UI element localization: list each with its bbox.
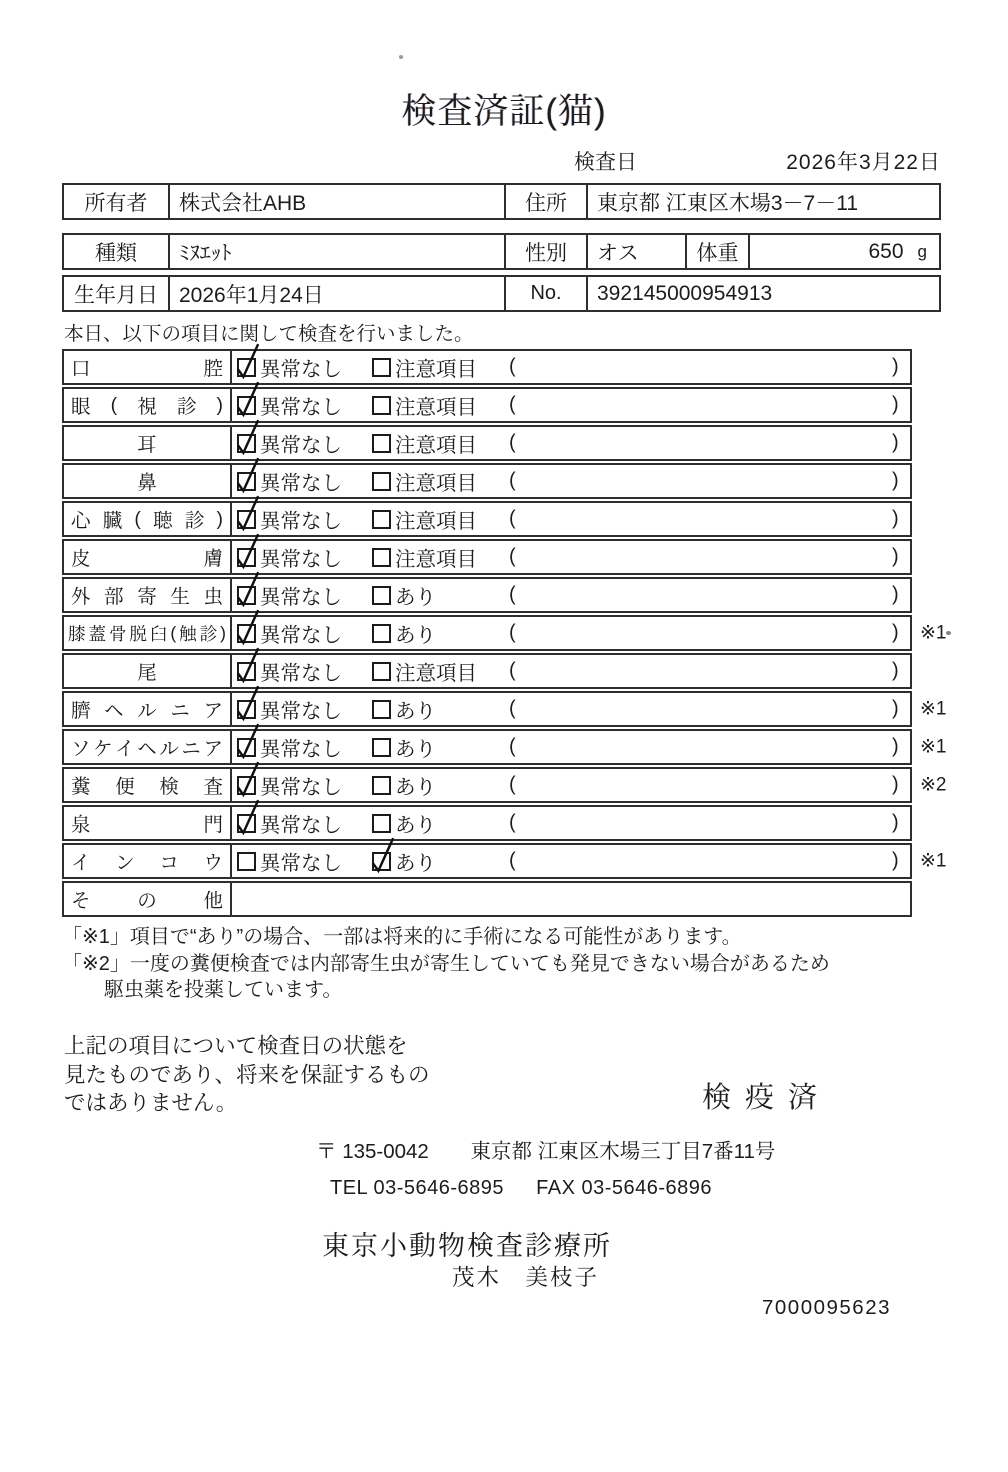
option-issue-label: あり: [395, 814, 436, 837]
paren-open: (: [509, 393, 516, 416]
exam-item-options: [232, 769, 910, 801]
intro-text: 本日、以下の項目に関して検査を行いました。: [64, 323, 474, 345]
option-issue-label: 注意項目: [395, 510, 477, 533]
option-no-abnormality-label: 異常なし: [260, 662, 342, 685]
checkbox-no-abnormality: [237, 548, 256, 567]
checkbox-no-abnormality: [237, 738, 256, 757]
exam-table-row: [62, 577, 912, 613]
checkmark-icon: [235, 646, 262, 687]
checkbox-issue: [372, 624, 391, 643]
checkbox-issue: [372, 396, 391, 415]
checkmark-icon: [235, 494, 262, 535]
birth-label: 生年月日: [64, 277, 170, 310]
paren-open: (: [509, 621, 516, 644]
scan-speck: [399, 55, 403, 59]
remark-mark: ※2: [920, 774, 947, 796]
paren-close: ): [892, 393, 899, 416]
option-no-abnormality-label: 異常なし: [260, 396, 342, 419]
owner-label: 所有者: [64, 185, 170, 218]
checkmark-icon: [235, 722, 262, 763]
option-no-abnormality: [237, 352, 342, 382]
exam-table-row: [62, 653, 912, 689]
option-issue-label: あり: [395, 586, 436, 609]
checkbox-issue: [372, 510, 391, 529]
option-issue: [372, 808, 436, 838]
paren-close: ): [892, 507, 899, 530]
exam-item-label: 心 臓 ( 聴 診 ): [64, 503, 232, 535]
weight-number: 650: [868, 239, 904, 263]
checkbox-issue: [372, 852, 391, 871]
option-issue-label: あり: [395, 738, 436, 761]
exam-table-row: [62, 805, 912, 841]
exam-table: [62, 349, 947, 919]
paren-close: ): [892, 355, 899, 378]
option-issue-label: 注意項目: [395, 434, 477, 457]
breed-value: ﾐﾇｴｯﾄ: [170, 235, 506, 268]
paren-open: (: [509, 583, 516, 606]
option-no-abnormality-label: 異常なし: [260, 700, 342, 723]
checkmark-icon: [235, 532, 262, 573]
exam-table-row: [62, 615, 947, 651]
option-issue: [372, 428, 477, 458]
clinic-address: 東京都 江東区木場三丁目7番11号: [470, 1140, 776, 1163]
disclaimer-line-2: 見たものであり、将来を保証するもの: [64, 1062, 430, 1087]
note-1: 「※1」項目で“あり”の場合、一部は将来的に手術になる可能性があります。: [62, 926, 742, 948]
owner-address: 東京都 江東区木場3－7－11: [597, 191, 858, 215]
postal-code: 〒 135-0042: [316, 1140, 429, 1163]
exam-item-label: 臍 ヘ ル ニ ア: [64, 693, 232, 725]
exam-item-options: [232, 389, 910, 421]
weight-value: [750, 235, 939, 268]
breed-label: 種類: [64, 235, 170, 268]
option-issue-label: 注意項目: [395, 662, 477, 685]
remark-mark: ※1: [920, 850, 947, 872]
paren-open: (: [509, 431, 516, 454]
owner-table: [62, 183, 941, 220]
exam-table-row: [62, 387, 912, 423]
no-label: No.: [506, 277, 588, 310]
exam-item-options: [232, 541, 910, 573]
exam-item-options: [232, 845, 910, 877]
exam-item-options: [232, 693, 910, 725]
note-2-line-1: 「※2」一度の糞便検査では内部寄生虫が寄生していても発見できない場合があるため: [62, 952, 830, 975]
exam-table-row: [62, 767, 947, 803]
fax-number: FAX 03-5646-6896: [536, 1177, 713, 1199]
owner-row: [62, 183, 941, 220]
exam-item-options: [232, 579, 910, 611]
checkmark-icon: [235, 684, 262, 725]
option-issue: [372, 504, 477, 534]
exam-table-row: [62, 349, 912, 385]
exam-item-options: [232, 427, 910, 459]
exam-item-options: [232, 351, 910, 383]
exam-item-options: [232, 655, 910, 687]
checkbox-no-abnormality: [237, 852, 256, 871]
checkbox-no-abnormality: [237, 586, 256, 605]
option-issue-label: あり: [395, 700, 436, 723]
option-no-abnormality-label: 異常なし: [260, 738, 342, 761]
exam-item-label: 口 腔: [64, 351, 232, 383]
option-no-abnormality: [237, 466, 342, 496]
checkbox-no-abnormality: [237, 510, 256, 529]
birth-value: 2026年1月24日: [170, 277, 506, 310]
paren-open: (: [509, 659, 516, 682]
checkbox-no-abnormality: [237, 700, 256, 719]
checkmark-icon: [235, 760, 262, 801]
option-issue: [372, 542, 477, 572]
exam-item-options: [232, 465, 910, 497]
remark-mark: ※1: [920, 698, 947, 720]
paren-open: (: [509, 849, 516, 872]
option-no-abnormality: [237, 732, 342, 762]
exam-table-row: [62, 881, 912, 917]
clinic-postal-line: [316, 1134, 775, 1164]
option-no-abnormality-label: 異常なし: [260, 548, 342, 571]
pet-row-1: [62, 233, 941, 270]
option-issue-label: あり: [395, 852, 436, 875]
option-issue: [372, 618, 436, 648]
exam-date-value: 2026年3月22日: [786, 151, 941, 174]
checkmark-icon: [235, 798, 262, 839]
checkbox-issue: [372, 586, 391, 605]
exam-item-label: そ の 他: [64, 883, 232, 915]
exam-item-label: 眼 ( 視 診 ): [64, 389, 232, 421]
paren-open: (: [509, 735, 516, 758]
paren-open: (: [509, 811, 516, 834]
remark-mark: ※1: [920, 622, 947, 644]
paren-close: ): [892, 583, 899, 606]
scan-speck: [946, 631, 951, 635]
paren-open: (: [509, 469, 516, 492]
option-issue-label: 注意項目: [395, 358, 477, 381]
option-no-abnormality: [237, 428, 342, 458]
no-value: 392145000954913: [597, 281, 773, 305]
sex-value: オス: [588, 235, 687, 268]
option-no-abnormality: [237, 656, 342, 686]
option-no-abnormality-label: 異常なし: [260, 776, 342, 799]
option-issue: [372, 694, 436, 724]
exam-item-options: [232, 807, 910, 839]
option-no-abnormality: [237, 390, 342, 420]
page-title: 検査済証(猫): [401, 92, 607, 131]
checkbox-issue: [372, 548, 391, 567]
checkmark-icon: [235, 570, 262, 611]
exam-item-label: 外 部 寄 生 虫: [64, 579, 232, 611]
paren-close: ): [892, 431, 899, 454]
exam-table-row: [62, 729, 947, 765]
paren-open: (: [509, 355, 516, 378]
checkbox-issue: [372, 700, 391, 719]
pet-row-2: [62, 275, 941, 312]
exam-table-row: [62, 425, 912, 461]
paren-close: ): [892, 469, 899, 492]
checkmark-icon: [235, 418, 262, 459]
checkbox-issue: [372, 358, 391, 377]
paren-close: ): [892, 545, 899, 568]
clinic-tel-line: [330, 1177, 712, 1200]
option-issue: [372, 770, 436, 800]
option-no-abnormality: [237, 542, 342, 572]
note-2-line-2: 駆虫薬を投薬しています。: [104, 979, 343, 1001]
exam-item-label: 膝 蓋 骨 脱 臼 ( 触 診 ): [64, 617, 232, 649]
exam-table-row: [62, 501, 912, 537]
option-no-abnormality: [237, 694, 342, 724]
checkbox-issue: [372, 662, 391, 681]
exam-item-label: 泉 門: [64, 807, 232, 839]
option-issue-label: あり: [395, 624, 436, 647]
exam-item-label: 尾: [64, 655, 232, 687]
option-no-abnormality: [237, 770, 342, 800]
checkbox-no-abnormality: [237, 776, 256, 795]
paren-open: (: [509, 697, 516, 720]
paren-close: ): [892, 773, 899, 796]
option-no-abnormality-label: 異常なし: [260, 358, 342, 381]
checkbox-no-abnormality: [237, 662, 256, 681]
option-no-abnormality: [237, 504, 342, 534]
exam-item-label: 耳: [64, 427, 232, 459]
checkmark-icon: [235, 342, 262, 383]
option-no-abnormality-label: 異常なし: [260, 624, 342, 647]
checkmark-icon: [235, 608, 262, 649]
option-no-abnormality-label: 異常なし: [260, 434, 342, 457]
exam-date-label: 検査日: [574, 151, 637, 174]
weight-unit: g: [917, 241, 927, 261]
disclaimer-text: [64, 1032, 430, 1118]
paren-open: (: [509, 545, 516, 568]
option-no-abnormality: [237, 580, 342, 610]
exam-item-label: 皮 膚: [64, 541, 232, 573]
paren-open: (: [509, 507, 516, 530]
option-no-abnormality-label: 異常なし: [260, 510, 342, 533]
option-no-abnormality: [237, 808, 342, 838]
checkbox-issue: [372, 814, 391, 833]
option-issue-label: 注意項目: [395, 396, 477, 419]
paren-close: ): [892, 849, 899, 872]
exam-item-options: [232, 617, 910, 649]
exam-date-row: [62, 146, 941, 176]
checkbox-issue: [372, 738, 391, 757]
option-no-abnormality-label: 異常なし: [260, 852, 342, 875]
option-issue-label: 注意項目: [395, 472, 477, 495]
exam-table-row: [62, 843, 947, 879]
checkbox-issue: [372, 472, 391, 491]
option-no-abnormality: [237, 846, 342, 876]
option-issue-label: あり: [395, 776, 436, 799]
exam-item-label: イ ン コ ウ: [64, 845, 232, 877]
exam-table-row: [62, 463, 912, 499]
option-issue: [372, 466, 477, 496]
option-issue: [372, 352, 477, 382]
exam-item-options: [232, 731, 910, 763]
option-issue-label: 注意項目: [395, 548, 477, 571]
option-no-abnormality: [237, 618, 342, 648]
paren-close: ): [892, 659, 899, 682]
checkbox-no-abnormality: [237, 358, 256, 377]
exam-item-label: 鼻: [64, 465, 232, 497]
option-issue: [372, 580, 436, 610]
exam-item-label: ソ ケ イ ヘ ル ニ ア: [64, 731, 232, 763]
checkbox-no-abnormality: [237, 434, 256, 453]
checkbox-no-abnormality: [237, 472, 256, 491]
checkbox-issue: [372, 434, 391, 453]
paren-close: ): [892, 697, 899, 720]
veterinarian-name: 茂木 美枝子: [452, 1265, 600, 1290]
paren-close: ): [892, 621, 899, 644]
option-issue: [372, 732, 436, 762]
clinic-name: 東京小動物検査診療所: [322, 1231, 612, 1261]
option-no-abnormality-label: 異常なし: [260, 472, 342, 495]
paren-open: (: [509, 773, 516, 796]
checkmark-icon: [235, 380, 262, 421]
checkbox-issue: [372, 776, 391, 795]
checkmark-icon: [370, 836, 397, 877]
exam-item-options: [232, 503, 910, 535]
checkbox-no-abnormality: [237, 814, 256, 833]
owner-address-label: 住所: [506, 185, 588, 218]
option-no-abnormality-label: 異常なし: [260, 814, 342, 837]
disclaimer-line-3: ではありません。: [64, 1091, 238, 1115]
sex-label: 性別: [506, 235, 588, 268]
quarantine-stamp: 検疫済: [702, 1082, 832, 1114]
tel-number: TEL 03-5646-6895: [330, 1177, 505, 1199]
notes-block: [62, 924, 962, 1004]
option-issue: [372, 656, 477, 686]
exam-table-row: [62, 691, 947, 727]
paren-close: ): [892, 735, 899, 758]
exam-item-label: 糞 便 検 査: [64, 769, 232, 801]
disclaimer-line-1: 上記の項目について検査日の状態を: [64, 1034, 408, 1058]
paren-close: ): [892, 811, 899, 834]
exam-table-row: [62, 539, 912, 575]
option-issue: [372, 846, 436, 876]
checkbox-no-abnormality: [237, 624, 256, 643]
option-issue: [372, 390, 477, 420]
checkbox-no-abnormality: [237, 396, 256, 415]
weight-label: 体重: [687, 235, 750, 268]
owner-name: 株式会社AHB: [170, 185, 506, 218]
pet-table: [62, 233, 941, 317]
checkmark-icon: [235, 456, 262, 497]
serial-number: 7000095623: [762, 1296, 892, 1319]
option-no-abnormality-label: 異常なし: [260, 586, 342, 609]
remark-mark: ※1: [920, 736, 947, 758]
